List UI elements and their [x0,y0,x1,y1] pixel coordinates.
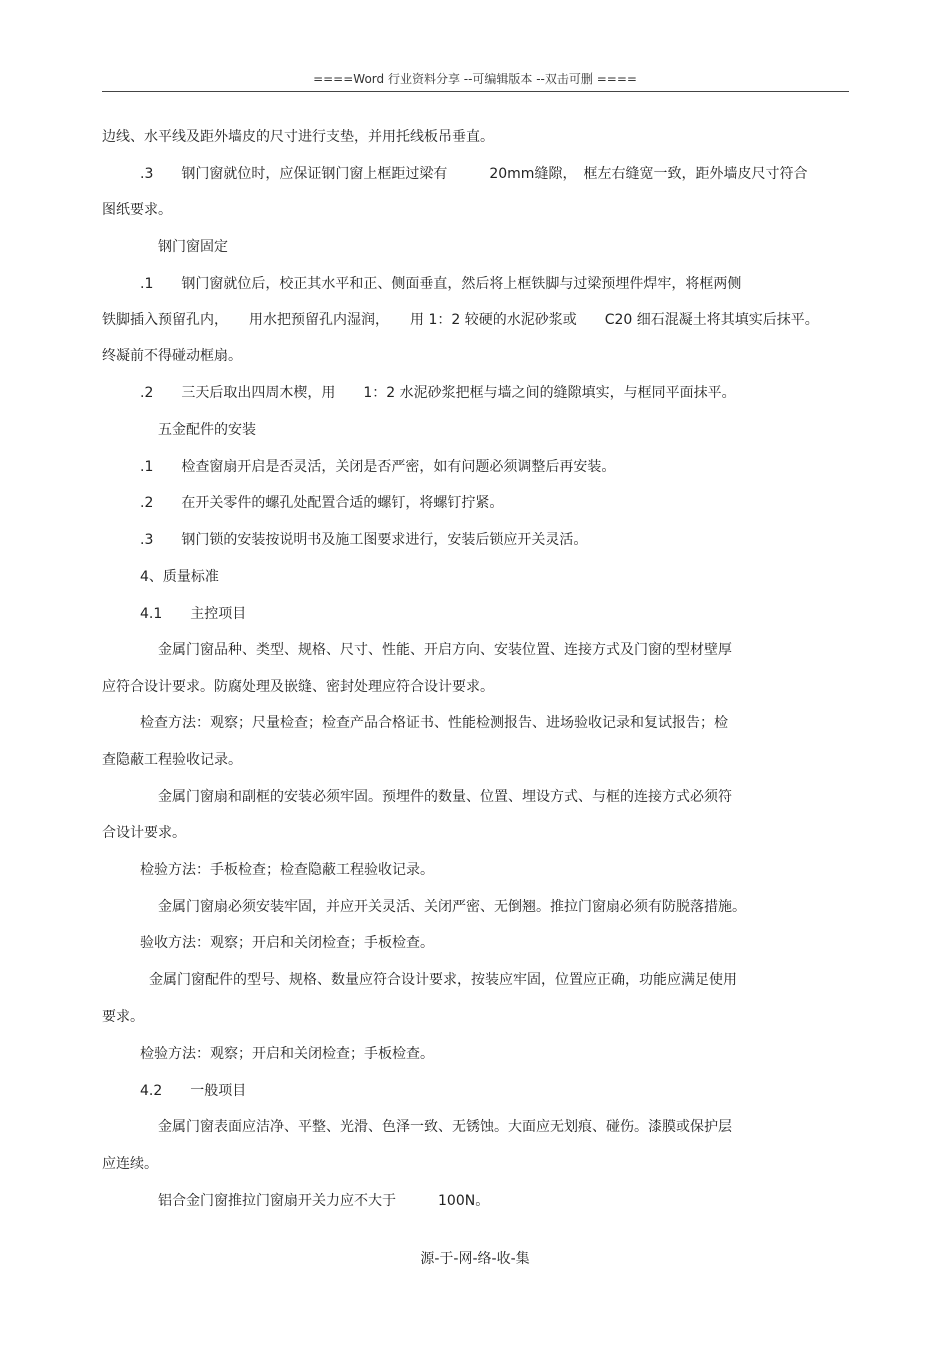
text-line: 终凝前不得碰动框扇。 [102,348,242,364]
text-line: 验收方法：观察；开启和关闭检查；手板检查。 [140,935,434,951]
text-line: 应符合设计要求。防腐处理及嵌缝、密封处理应符合设计要求。 [102,679,494,695]
text-line: 检验方法：观察；开启和关闭检查；手板检查。 [140,1046,434,1062]
page-header: ====Word 行业资料分享 --可编辑版本 --双击可删 ==== [313,72,637,86]
text-line: 边线、水平线及距外墙皮的尺寸进行支垫，并用托线板吊垂直。 [102,129,494,145]
text-line: 查隐蔽工程验收记录。 [102,752,242,768]
section-heading: 4、质量标准 [140,569,219,585]
text-line: 铁脚插入预留孔内， 用水把预留孔内湿润， 用 1：2 较硬的水泥砂浆或 C20 细石混凝土将其填实后抹平。 [102,312,819,328]
section-heading: 4.2 一般项目 [140,1083,247,1099]
text-line: 金属门窗表面应洁净、平整、光滑、色泽一致、无锈蚀。大面应无划痕、碰伤。漆膜或保护层 [158,1119,732,1135]
text-line: 铝合金门窗推拉门窗扇开关力应不大于 100N。 [158,1193,490,1209]
text-line: .2 在开关零件的螺孔处配置合适的螺钉，将螺钉拧紧。 [140,495,504,511]
header-rule [102,91,849,92]
text-line: 检验方法：手板检查；检查隐蔽工程验收记录。 [140,862,434,878]
text-line: 金属门窗配件的型号、规格、数量应符合设计要求，按装应牢固，位置应正确，功能应满足使用 [149,972,737,988]
text-line: 金属门窗扇和副框的安装必须牢固。预埋件的数量、位置、埋设方式、与框的连接方式必须符 [158,789,732,805]
section-heading: 钢门窗固定 [158,239,228,255]
section-heading: 五金配件的安装 [158,422,256,438]
text-line: 金属门窗品种、类型、规格、尺寸、性能、开启方向、安装位置、连接方式及门窗的型材壁厚 [158,642,732,658]
page-footer: 源-于-网-络-收-集 [420,1251,530,1267]
text-line: 检查方法：观察；尺量检查；检查产品合格证书、性能检测报告、进场验收记录和复试报告；检 [140,715,728,731]
text-line: 金属门窗扇必须安装牢固，并应开关灵活、关闭严密、无倒翘。推拉门窗扇必须有防脱落措施。 [158,899,746,915]
text-line: .1 钢门窗就位后，校正其水平和正、侧面垂直，然后将上框铁脚与过梁预埋件焊牢，将框两侧 [140,276,742,292]
text-line: .1 检查窗扇开启是否灵活，关闭是否严密，如有问题必须调整后再安装。 [140,459,616,475]
text-line: 合设计要求。 [102,825,186,841]
text-line: 应连续。 [102,1156,158,1172]
text-line: 图纸要求。 [102,202,172,218]
text-line: 要求。 [102,1009,144,1025]
text-line: .2 三天后取出四周木楔，用 1：2 水泥砂浆把框与墙之间的缝隙填实，与框同平面抹平。 [140,385,736,401]
text-line: .3 钢门窗就位时，应保证钢门窗上框距过梁有 20mm缝隙， 框左右缝宽一致，距外墙皮尺寸符合 [140,166,808,182]
section-heading: 4.1 主控项目 [140,606,247,622]
text-line: .3 钢门锁的安装按说明书及施工图要求进行，安装后锁应开关灵活。 [140,532,588,548]
